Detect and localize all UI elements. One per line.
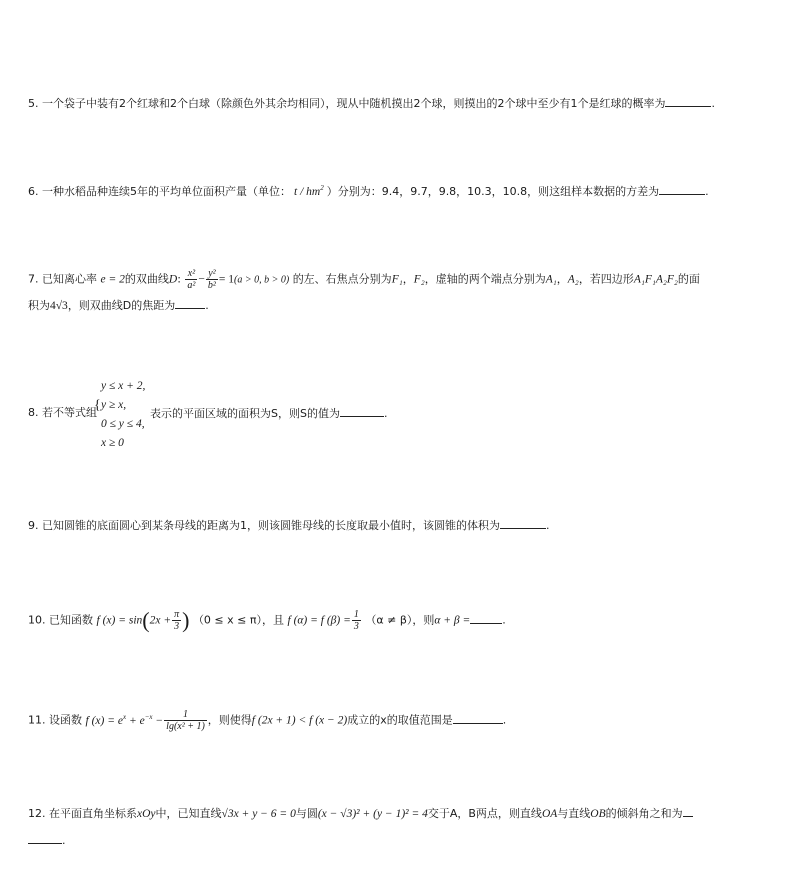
- q8-ineq-3: 0 ≤ y ≤ 4,: [101, 418, 145, 430]
- question-7-line-2: 积为4√3，则双曲线D的焦距为 .: [28, 299, 209, 312]
- q12-answer-blank[interactable]: [28, 833, 62, 844]
- question-12-line-2: .: [28, 833, 66, 848]
- q10-frac-pi: $\frac{\pi}{3}$: [174, 609, 180, 632]
- question-8-tail: 表示的平面区域的面积为S，则S的值为 .: [150, 407, 388, 420]
- q6-answer-blank[interactable]: [659, 184, 705, 195]
- q12-answer-blank-start[interactable]: [683, 806, 693, 817]
- q8-answer-blank[interactable]: [340, 406, 384, 417]
- q10-frac-third: $\frac{1}{3}$: [353, 609, 359, 632]
- question-9: 9. 已知圆锥的底面圆心到某条母线的距离为1，则该圆锥母线的长度取最小值时，该圆锥的体积为 .: [28, 519, 550, 532]
- q6-unit: t / $hm^2$: [294, 184, 324, 198]
- q7-frac-x: $\frac{\text{x²}}{\text{a²}}$: [187, 268, 196, 291]
- q8-ineq-4: x ≥ 0: [101, 437, 124, 449]
- q10-answer-blank[interactable]: [470, 613, 502, 624]
- q7-area: 4√3: [50, 300, 68, 312]
- question-8: 8. 若不等式组: [28, 406, 97, 419]
- q5-answer-blank[interactable]: [665, 96, 711, 107]
- q7-eccentricity: e = 2: [100, 273, 125, 286]
- q7-frac-y: $\frac{\text{y²}}{\text{b²}}$: [207, 268, 216, 291]
- question-12: 12. 在平面直角坐标系xOy中，已知直线√3x + y − 6 = 0与圆(x − √3)² + (y − 1)² = 4交于A，B两点，则直线OA与直线OB的倾斜角之和为: [28, 806, 693, 821]
- question-6: 6. 一种水稻品种连续5年的平均单位面积产量（单位： t / $hm^2$ ）分别为：9.4，9.7，9.8，10.3，10.8，则这组样本数据的方差为 .: [28, 184, 709, 198]
- q11-answer-blank[interactable]: [453, 713, 503, 724]
- q7-answer-blank[interactable]: [175, 298, 205, 309]
- question-10: 10. 已知函数 f (x) = sin(2x + $\frac{\pi}{3}$ ) （0 ≤ x ≤ π），且 f (α) = f (β) = $\frac{1}{3}$ （α ≠ β），则α + β = .: [28, 607, 506, 633]
- q8-brace: {: [94, 398, 101, 413]
- q11-frac: $\frac{1}{\text{lg(x² + 1)}}$: [166, 709, 205, 732]
- q8-ineq-2: y ≥ x,: [101, 399, 127, 411]
- question-11: 11. 设函数 f $(x) = e^x + e^{-x}$ − $\frac{1}{\text{lg(x² + 1)}}$ ，则使得f (2x + 1) < f (x − 2)成立的x的取值范围是 .: [28, 709, 507, 732]
- question-5: 5. 一个袋子中装有2个红球和2个白球（除颜色外其余均相同），现从中随机摸出2个球，则摸出的2个球中至少有1个是红球的概率为 .: [28, 97, 715, 110]
- q8-ineq-1: y ≤ x + 2,: [101, 380, 146, 392]
- question-7: 7. 已知离心率 e = 2的双曲线D: $\frac{\text{x²}}{\text{a²}}$ − $\frac{\text{y²}}{\text{b²}}$ = 1(a > 0, b > 0) 的左、右焦点分别为F₁，F₂，虚轴的两个端点分别为A₁，A₂，若四边形A₁F₁A₂F₂的面: [28, 268, 700, 291]
- q9-answer-blank[interactable]: [500, 518, 546, 529]
- q5-text: 5. 一个袋子中装有2个红球和2个白球（除颜色外其余均相同），现从中随机摸出2个球，则摸出的2个球中至少有1个是红球的概率为: [28, 97, 666, 110]
